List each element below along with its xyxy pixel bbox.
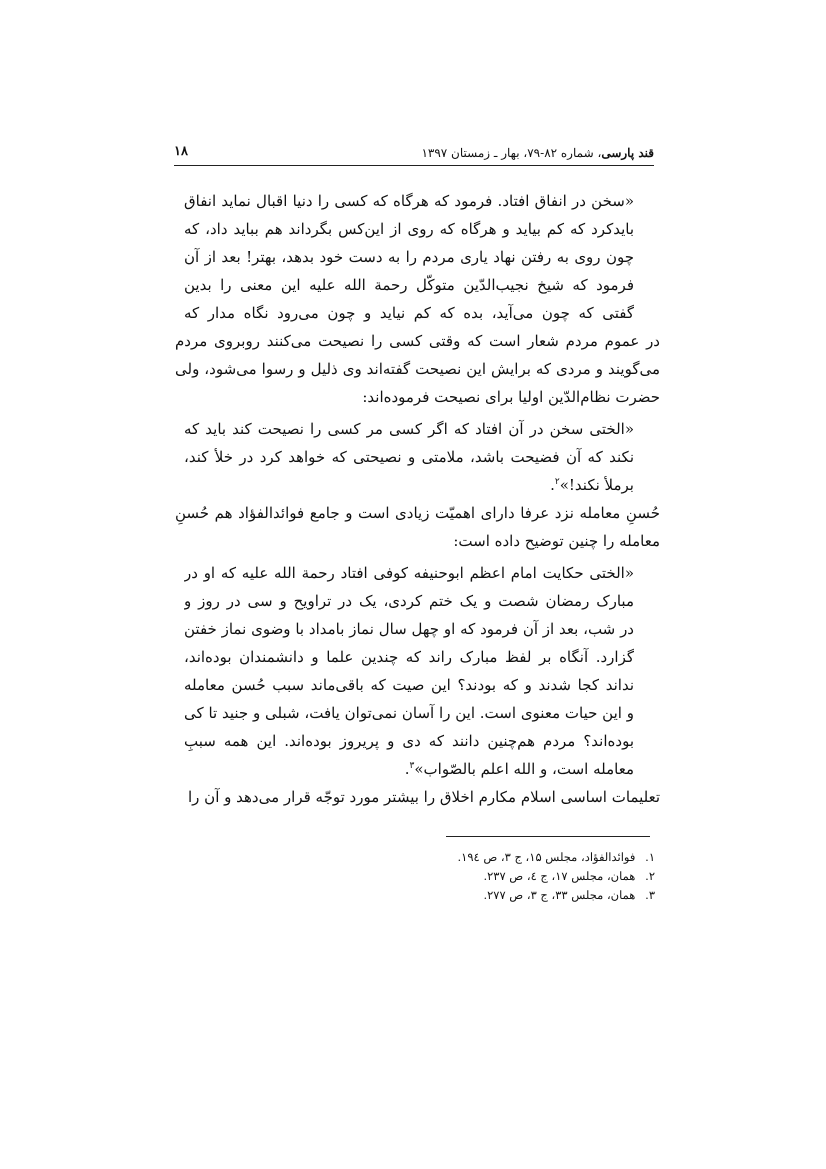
text-line: بایدکرد که کم بیاید و هرگاه که روی از این‌کس بگرداند هم بباید داد، که: [184, 220, 634, 238]
footnote-number: ۱.: [645, 850, 655, 864]
footnote-number: ۲.: [645, 869, 655, 883]
text-line: گزارد. آنگاه بر لفظ مبارک راند که چندین علما و دانشمندان بوده‌اند،: [184, 648, 634, 666]
text-line: «الختی حکایت امام اعظم ابوحنیفه کوفی افتاد رحمة الله علیه که او در: [184, 564, 634, 582]
body-paragraph: [175, 499, 660, 555]
body-paragraph: [175, 783, 660, 811]
text-line: حُسنِ معامله نزد عرفا دارای اهمیّت زیادی است و جامع فوائدالفؤاد هم حُسنِ: [175, 504, 660, 522]
quote-paragraph: [184, 187, 634, 327]
text-line: نداند کجا شدند و که بودند؟ این صیت که باقی‌ماند سبب حُسن معامله: [184, 676, 634, 694]
text-line: نکند که آن فضیحت باشد، ملامتی و نصیحتی که خواهد کرد در خلأ کند،: [184, 448, 634, 466]
text-line: تعلیمات اساسی اسلام مکارم اخلاق را بیشتر مورد توجّه قرار می‌دهد و آن را: [188, 788, 660, 806]
text-line: «الختی سخن در آن افتاد که اگر کسی مر کسی را نصیحت کند باید که: [184, 420, 634, 438]
running-header: [174, 142, 654, 164]
text-line: چون روی به رفتن نهاد یاری مردم را به دست خود بدهد، بهتر! بعد از آن: [184, 248, 634, 266]
footnote-number: ۳.: [645, 888, 655, 902]
text-line: و این حیات معنوی است. این را آسان نمی‌توان یافت، شبلی و جنید تا کی: [184, 704, 634, 722]
text-line: برملأ نکند!»$^۲$.: [550, 476, 634, 494]
page-number: ۱۸: [174, 144, 188, 159]
footnote-marker: ۲: [554, 477, 560, 487]
text-line: مبارک رمضان شصت و یک ختم کردی، یک در تراویح و سی در روز و: [184, 592, 634, 610]
footnote-rule: [446, 836, 650, 837]
quote-paragraph: [184, 559, 634, 783]
text-line: معامله را چنین توضیح داده است:: [453, 532, 660, 550]
header-rule: [174, 165, 654, 166]
footnote-item: [420, 867, 655, 886]
journal-issue: ، شماره ۸۲-۷۹، بهار ـ زمستان ۱۳۹۷: [421, 146, 602, 160]
footnote-item: [420, 886, 655, 905]
body-paragraph: [175, 327, 660, 411]
text-line: بوده‌اند؟ مردم هم‌چنین دانند که دی و پریروز بوده‌اند. این همه سببِ: [184, 732, 634, 750]
footnote-marker: ۳: [409, 761, 415, 771]
journal-name: قند پارسی: [601, 146, 654, 160]
text-line: گفتی که چون می‌آید، بده که کم نیاید و چون می‌رود نگاه مدار که: [184, 304, 634, 322]
text-line: «سخن در انفاق افتاد. فرمود که هرگاه که کسی را دنیا اقبال نماید انفاق: [184, 192, 634, 210]
quote-paragraph: [184, 415, 634, 499]
footnote-item: [420, 848, 655, 867]
text-line: در عموم مردم شعار است که وقتی کسی را نصیحت می‌کنند روبروی مردم: [175, 332, 660, 350]
text-line: در شب، بعد از آن فرمود که او چهل سال نماز بامداد با وضوی نماز خفتن: [184, 620, 634, 638]
text-line: معامله است، و الله اعلم بالصّواب»$^۳$.: [404, 760, 634, 778]
footnote-text: فوائدالفؤاد، مجلس ۱۵، ج ۳، ص ۱۹٤.: [457, 850, 636, 864]
footnote-text: همان، مجلس ۳۳، ج ۳، ص ۲۷۷.: [483, 888, 636, 902]
text-line: فرمود که شیخ نجیب‌الدّین متوکّل رحمة الله علیه این معنی را بدین: [184, 276, 634, 294]
footnote-text: همان، مجلس ۱۷، ج ٤، ص ۲۳۷.: [483, 869, 636, 883]
journal-citation: [421, 146, 654, 160]
text-line: حضرت نظام‌الدّین اولیا برای نصیحت فرموده‌اند:: [362, 388, 660, 406]
footnotes: [420, 848, 655, 905]
text-line: می‌گویند و مردی که برایش این نصیحت گفته‌اند وی ذلیل و رسوا می‌شود، ولی: [175, 360, 660, 378]
